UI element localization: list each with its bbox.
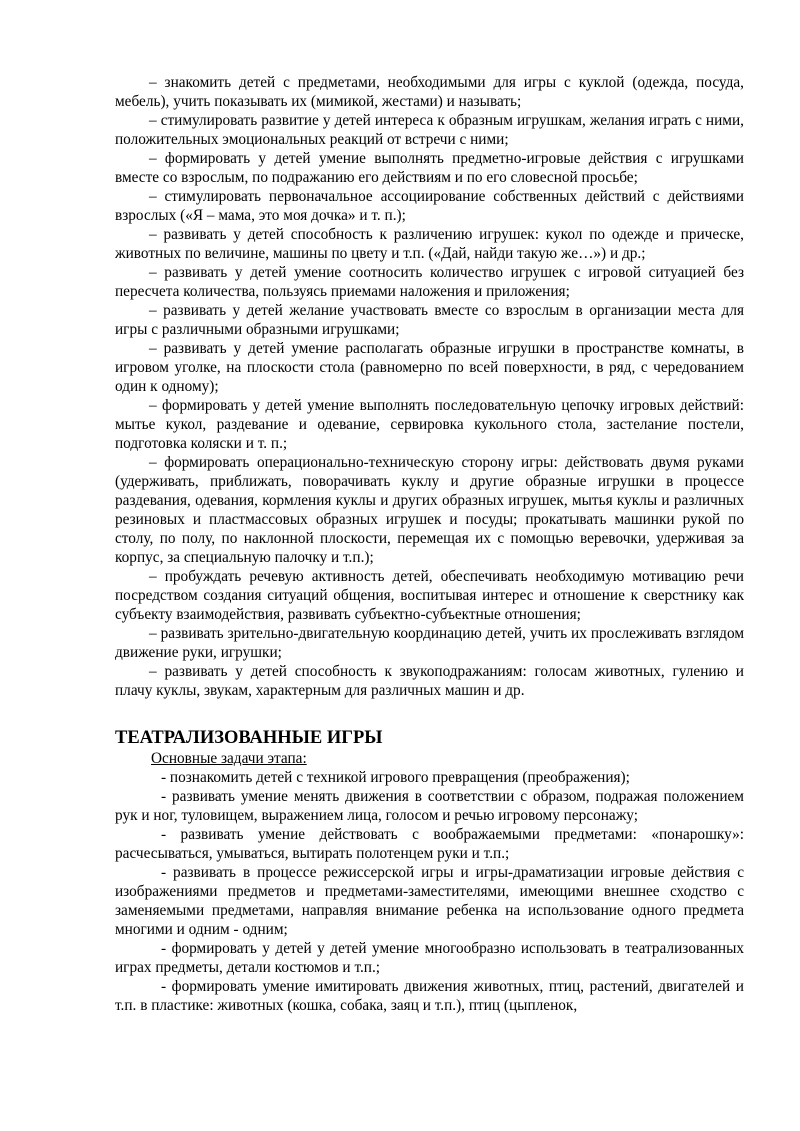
list-item: – знакомить детей с предметами, необходимыми для игры с куклой (одежда, посуда, мебель), учить показывать их (мимикой, жестами) и называть; bbox=[115, 74, 744, 110]
section-heading: ТЕАТРАЛИЗОВАННЫЕ ИГРЫ bbox=[115, 728, 383, 748]
list-item: – развивать у детей способность к звукоподражаниям: голосам животных, гулению и плачу куклы, звукам, характерным для различных машин и др. bbox=[115, 663, 744, 699]
list-item: – развивать у детей умение соотносить количество игрушек с игровой ситуацией без пересчета количества, пользуясь приемами наложения и приложения; bbox=[115, 264, 744, 300]
list-item: – развивать зрительно-двигательную координацию детей, учить их прослеживать взглядом движение руки, игрушки; bbox=[115, 625, 744, 661]
list-item: - развивать умение действовать с воображаемыми предметами: «понарошку»: расчесываться, умываться, вытирать полотенцем руки и т.п.; bbox=[115, 826, 744, 862]
list-item: - развивать в процессе режиссерской игры и игры-драматизации игровые действия с изображениями предметов и предметами-заместителями, имеющими внешнее сходство с заменяемыми предметами, направляя внимание ребенка на использование одного предмета многими и одним - одним; bbox=[115, 864, 744, 938]
list-item: – формировать операционально-техническую сторону игры: действовать двумя руками (удерживать, приближать, поворачивать куклу и другие образные игрушки в процессе раздевания, одевания, кормления куклы и других образных игрушек, мытья куклы и различных резиновых и пластмассовых образных игрушек и посуды; прокатывать машинки рукой по столу, по полу, по наклонной плоскости, перемещая их с помощью веревочки, удерживая за корпус, за специальную палочку и т.п.); bbox=[115, 454, 744, 566]
list-item: – формировать у детей умение выполнять предметно-игровые действия с игрушками вместе со взрослым, по подражанию его действиям и по его словесной просьбе; bbox=[115, 150, 744, 186]
section-spacer bbox=[115, 700, 744, 727]
list-item: - формировать у детей у детей умение многообразно использовать в театрализованных играх предметы, детали костюмов и т.п.; bbox=[115, 940, 744, 976]
list-item: – развивать у детей способность к различению игрушек: кукол по одежде и прическе, животных по величине, машины по цвету и т.п. («Дай, найди такую же…») и др.; bbox=[115, 226, 744, 262]
list-item: – стимулировать первоначальное ассоциирование собственных действий с действиями взрослых («Я – мама, это моя дочка» и т. п.); bbox=[115, 188, 744, 224]
list-item: – формировать у детей умение выполнять последовательную цепочку игровых действий: мытье кукол, раздевание и одевание, сервировка кукольного стола, застелание постели, подготовка коляски и т. п.; bbox=[115, 397, 744, 452]
list-item: – развивать у детей желание участвовать вместе со взрослым в организации места для игры с различными образными игрушками; bbox=[115, 302, 744, 338]
section-subheading: Основные задачи этапа: bbox=[151, 750, 307, 767]
task-list bbox=[115, 73, 744, 700]
list-item: – развивать у детей умение располагать образные игрушки в пространстве комнаты, в игровом уголке, на плоскости стола (равномерно по всей поверхности, в ряд, с чередованием один к одному); bbox=[115, 340, 744, 395]
list-item: – пробуждать речевую активность детей, обеспечивать необходимую мотивацию речи посредством создания ситуаций общения, воспитывая интерес и отношение к сверстнику как субъекту взаимодействия, развивать субъектно-субъектные отношения; bbox=[115, 568, 744, 623]
list-item: - познакомить детей с техникой игрового превращения (преображения); bbox=[161, 769, 630, 786]
theatrical-games-section bbox=[115, 727, 744, 1015]
list-item: - развивать умение менять движения в соответствии с образом, подражая положением рук и ног, туловищем, выражением лица, голосом и речью игровому персонажу; bbox=[115, 788, 744, 824]
list-item: - формировать умение имитировать движения животных, птиц, растений, двигателей и т.п. в пластике: животных (кошка, собака, заяц и т.п.), птиц (цыпленок, bbox=[115, 978, 744, 1014]
list-item: – стимулировать развитие у детей интереса к образным игрушкам, желания играть с ними, положительных эмоциональных реакций от встречи с ними; bbox=[115, 112, 744, 148]
